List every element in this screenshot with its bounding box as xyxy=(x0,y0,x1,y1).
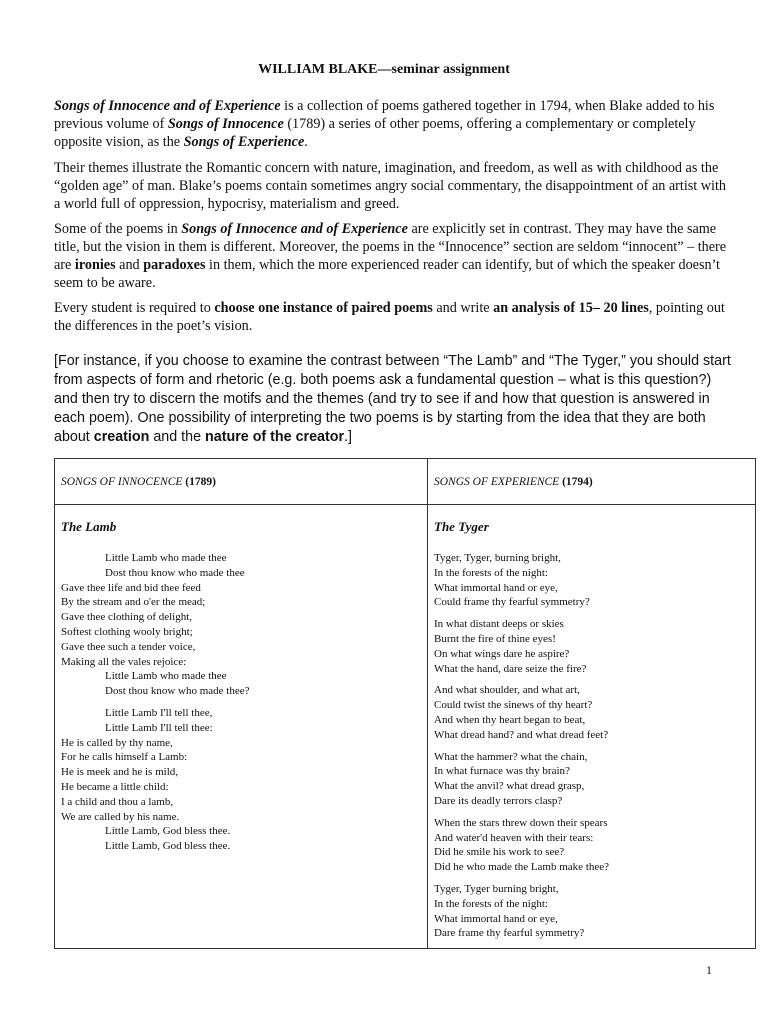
contrast-paragraph xyxy=(54,220,730,292)
poem-line: He is meek and he is mild, xyxy=(61,766,179,779)
innocence-header-name: SONGS OF INNOCENCE xyxy=(61,475,183,488)
contrast-text-4: in them, which the more experienced reader can identify, but of which the speaker doesn’t seem to be aware. xyxy=(54,257,720,291)
poem-line: Making all the vales rejoice: xyxy=(61,655,187,668)
tyger-stanza-5 xyxy=(434,816,749,875)
example-text-3: .] xyxy=(344,429,353,445)
table-poems-row xyxy=(55,505,756,949)
assignment-text-3: , pointing out the differences in the poet’s vision. xyxy=(54,300,725,334)
poem-line: Gave thee life and bid thee feed xyxy=(61,581,201,594)
collection-title: Songs of Innocence and of Experience xyxy=(54,98,281,114)
experience-header xyxy=(428,459,756,505)
innocence-title: Songs of Innocence xyxy=(167,116,284,132)
document-title: WILLIAM BLAKE—seminar assignment xyxy=(258,62,510,77)
poem-line: Tyger, Tyger, burning bright, xyxy=(434,552,561,564)
poem-line: In the forests of the night: xyxy=(434,897,548,910)
poem-line: I a child and thou a lamb, xyxy=(61,795,174,808)
poem-line: What the anvil? what dread grasp, xyxy=(434,780,585,793)
tyger-stanza-2 xyxy=(434,617,749,676)
poem-line: What immortal hand or eye, xyxy=(434,581,558,594)
assignment-paragraph xyxy=(54,299,730,335)
poem-line: Softest clothing wooly bright; xyxy=(61,625,193,638)
poems-table xyxy=(54,458,756,949)
tyger-stanza-1 xyxy=(434,551,749,610)
poem-line: Little Lamb, God bless thee. xyxy=(105,825,231,838)
poem-line: He is called by thy name, xyxy=(61,736,173,749)
tyger-stanza-3 xyxy=(434,683,749,742)
collection-title-2: Songs of Innocence and of Experience xyxy=(181,221,408,237)
poem-line: And what shoulder, and what art, xyxy=(434,684,580,697)
poem-line: What the hand, dare seize the fire? xyxy=(434,662,587,675)
contrast-text-1: Some of the poems in xyxy=(54,221,182,237)
intro-text-1: is a collection of poems gathered together in 1794, when Blake added to his previous volume of xyxy=(54,98,715,132)
poem-line: What dread hand? and what dread feet? xyxy=(434,728,609,741)
intro-text-2: (1789) a series of other poems, offering a complementary or completely opposite vision, as the xyxy=(54,116,696,150)
poem-line: Little Lamb I'll tell thee, xyxy=(105,706,213,719)
poem-line: And water'd heaven with their tears: xyxy=(434,831,594,844)
poem-line: When the stars threw down their spears xyxy=(434,816,608,829)
poem-line: What the hammer? what the chain, xyxy=(434,750,588,763)
poem-line: For he calls himself a Lamb: xyxy=(61,751,188,764)
page-number: 1 xyxy=(706,963,712,977)
poem-line: Could frame thy fearful symmetry? xyxy=(434,596,590,609)
poem-line: Burnt the fire of thine eyes! xyxy=(434,632,556,645)
lamb-title: The Lamb xyxy=(61,519,117,534)
poem-line: Could twist the sinews of thy heart? xyxy=(434,699,593,712)
lamb-cell xyxy=(55,505,428,949)
poem-line: Dost thou know who made thee? xyxy=(105,685,250,698)
contrast-text-3: and xyxy=(115,257,144,273)
poem-line: Gave thee such a tender voice, xyxy=(61,640,196,653)
tyger-cell xyxy=(428,505,756,949)
poem-line: Did he smile his work to see? xyxy=(434,846,565,859)
experience-header-name: SONGS OF EXPERIENCE xyxy=(434,475,560,488)
contrast-text-2: are explicitly set in contrast. They may have the same title, but the vision in them is different. Moreover, the poems in the “Innocence” section are seldom “innocent” – there are xyxy=(54,221,727,273)
lamb-stanza-2 xyxy=(61,706,421,854)
poem-line: Little Lamb who made thee xyxy=(105,552,227,564)
innocence-header xyxy=(55,459,428,505)
poem-line: Gave thee clothing of delight, xyxy=(61,611,193,624)
tyger-stanza-4 xyxy=(434,750,749,809)
lamb-poem xyxy=(61,551,421,854)
example-paragraph xyxy=(54,352,734,447)
assignment-length: an analysis of 15– 20 lines xyxy=(493,300,649,316)
poem-line: Little Lamb who made thee xyxy=(105,670,227,683)
lamb-stanza-1 xyxy=(61,551,421,699)
poem-line: Little Lamb, God bless thee. xyxy=(105,840,231,853)
poem-line: We are called by his name. xyxy=(61,810,180,823)
assignment-text-1: Every student is required to xyxy=(54,300,215,316)
poem-line: By the stream and o'er the mead; xyxy=(61,596,206,609)
poem-line: Tyger, Tyger burning bright, xyxy=(434,882,559,895)
ironies-term: ironies xyxy=(74,257,116,273)
intro-text-3: . xyxy=(304,134,308,150)
poem-line: Little Lamb I'll tell thee: xyxy=(105,721,213,734)
table-header-row xyxy=(55,459,756,505)
tyger-stanza-6 xyxy=(434,882,749,941)
poem-line: Dare frame thy fearful symmetry? xyxy=(434,927,585,940)
experience-header-year: (1794) xyxy=(559,475,593,488)
poem-line: Dost thou know who made thee xyxy=(105,566,245,579)
poem-line: On what wings dare he aspire? xyxy=(434,647,570,660)
poem-line: And when thy heart began to beat, xyxy=(434,713,586,726)
poem-line: In what distant deeps or skies xyxy=(434,618,564,631)
example-text-2: and the xyxy=(149,429,206,445)
creation-term: creation xyxy=(93,429,150,445)
example-text-1: [For instance, if you choose to examine the contrast between “The Lamb” and “The Tyger,” you should start from aspects of form and rhetoric (e.g. both poems ask a fundamental question – what is this question?) and then try to discern the motifs and the themes (and try to see if and how that question is answered in each poem). One possibility of interpreting the two poems is by starting from the idea that they are both about xyxy=(54,353,731,445)
experience-title: Songs of Experience xyxy=(183,134,305,150)
poem-line: In the forests of the night: xyxy=(434,566,548,579)
tyger-poem xyxy=(434,551,749,941)
themes-paragraph: Their themes illustrate the Romantic concern with nature, imagination, and freedom, as well as with childhood as the “golden age” of man. Blake’s poems contain sometimes angry social commentary, the disappointment of an artist with a world full of oppression, hypocrisy, materialism and greed. xyxy=(54,160,727,212)
poem-line: In what furnace was thy brain? xyxy=(434,765,570,778)
poem-line: Did he who made the Lamb make thee? xyxy=(434,861,610,874)
creator-term: nature of the creator xyxy=(205,429,345,445)
assignment-task: choose one instance of paired poems xyxy=(214,300,433,316)
intro-paragraph xyxy=(54,97,730,151)
innocence-header-year: (1789) xyxy=(182,475,216,488)
poem-line: He became a little child: xyxy=(61,780,169,793)
assignment-text-2: and write xyxy=(432,300,494,316)
poem-line: What immortal hand or eye, xyxy=(434,912,558,925)
poem-line: Dare its deadly terrors clasp? xyxy=(434,794,563,807)
paradoxes-term: paradoxes xyxy=(143,257,206,273)
tyger-title: The Tyger xyxy=(434,519,489,534)
